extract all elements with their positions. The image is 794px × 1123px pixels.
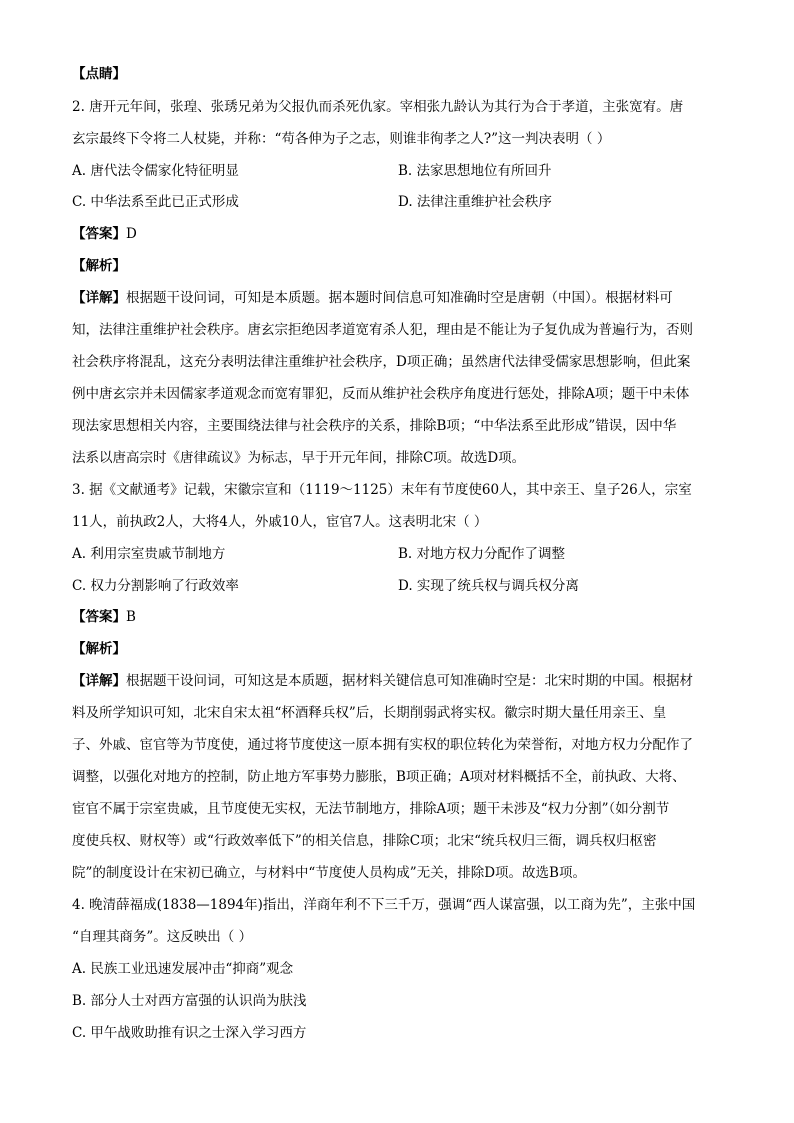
- q2-stem-line2: 玄宗最终下令将二人杖毙，并称：“苟各伸为子之志，则谁非徇孝之人?”这一判决表明（ ）: [72, 131, 611, 147]
- answer-value: D: [126, 226, 137, 242]
- answer-label: 【答案】: [72, 226, 126, 242]
- q3-stem-line2: 11人，前执政2人，大将4人，外戚10人，宦官7人。这表明北宋（ ）: [72, 514, 488, 530]
- q3-detail-line1: 【详解】根据题干设问词，可知这是本质题，据材料关键信息可知准确时空是：北宋时期的中国。根据材: [72, 673, 693, 689]
- q3-option-d: D. 实现了统兵权与调兵权分离: [398, 578, 579, 594]
- answer-value: B: [126, 609, 136, 625]
- q2-detail-line6: 法系以唐高宗时《唐律疏议》为标志，早于开元年间，排除C项。故选D项。: [72, 450, 526, 466]
- q3-stem-line1: 3. 据《文献通考》记载，宋徽宗宣和（1119～1125）末年有节度使60人，其中亲王、皇子26人，宗室: [72, 482, 692, 498]
- q3-option-b: B. 对地方权力分配作了调整: [398, 546, 566, 562]
- q2-analysis-label: 【解析】: [72, 258, 126, 274]
- q2-option-b: B. 法家思想地位有所回升: [398, 163, 552, 179]
- q3-detail-line6: 度使兵权、财权等）或“行政效率低下”的相关信息，排除C项；北宋“统兵权归三衙，调兵权归枢密: [72, 833, 657, 849]
- q4-option-b: B. 部分人士对西方富强的认识尚为肤浅: [72, 993, 307, 1009]
- q3-analysis-label: 【解析】: [72, 641, 126, 657]
- q2-option-d: D. 法律注重维护社会秩序: [398, 194, 552, 210]
- q2-option-a: A. 唐代法令儒家化特征明显: [72, 163, 239, 179]
- q3-option-c: C. 权力分割影响了行政效率: [72, 578, 239, 594]
- dianjing-label: 【点睛】: [72, 66, 126, 82]
- q4-stem-line2: “自理其商务”。这反映出（ ）: [72, 929, 253, 945]
- q3-option-a: A. 利用宗室贵戚节制地方: [72, 546, 226, 562]
- answer-label: 【答案】: [72, 609, 126, 625]
- q2-detail-line3: 社会秩序将混乱，这充分表明法律注重维护社会秩序，D项正确；虽然唐代法律受儒家思想影响，但此案: [72, 354, 691, 370]
- q3-detail-line7: 院”的制度设计在宋初已确立，与材料中“节度使人员构成”无关，排除D项。故选B项。: [72, 865, 586, 881]
- q3-detail-line3: 子、外戚、宦官等为节度使，通过将节度使这一原本拥有实权的职位转化为荣誉衔，对地方权力分配作了: [72, 737, 693, 753]
- q2-detail-line4: 例中唐玄宗并未因儒家孝道观念而宽宥罪犯，反而从维护社会秩序角度进行惩处，排除A项；题干中未体: [72, 386, 690, 402]
- q2-detail-line5: 现法家思想相关内容，主要围绕法律与社会秩序的关系，排除B项；“中华法系至此形成”错误，因中华: [72, 418, 677, 434]
- q3-detail-line2: 料及所学知识可知，北宋自宋太祖“杯酒释兵权”后，长期削弱武将实权。徽宗时期大量任用亲王、皇: [72, 705, 667, 721]
- q3-detail-line5: 宦官不属于宗室贵戚，且节度使无实权，无法节制地方，排除A项；题干未涉及“权力分割”（如分割节: [72, 801, 670, 817]
- q3-detail-line4: 调整，以强化对地方的控制，防止地方军事势力膨胀，B项正确；A项对材料概括不全，前执政、大将、: [72, 769, 686, 785]
- q2-detail-line1: 【详解】根据题干设问词，可知是本质题。据本题时间信息可知准确时空是唐朝（中国）。根据材料可: [72, 290, 673, 306]
- q2-detail-line2: 知，法律注重维护社会秩序。唐玄宗拒绝因孝道宽宥杀人犯，理由是不能让为子复仇成为普遍行为，否则: [72, 322, 693, 338]
- detail-label: 【详解】: [72, 673, 126, 689]
- q4-stem-line1: 4. 晚清薛福成(1838—1894年)指出，洋商年利不下三千万，强调“西人谋富强，以工商为先”，主张中国: [72, 897, 696, 913]
- q3-answer: [72, 607, 136, 627]
- q2-answer: [72, 224, 137, 244]
- q4-option-c: C. 甲午战败助推有识之士深入学习西方: [72, 1025, 307, 1041]
- q2-option-c: C. 中华法系至此已正式形成: [72, 194, 239, 210]
- q2-stem-line1: 2. 唐开元年间，张瑝、张琇兄弟为父报仇而杀死仇家。宰相张九龄认为其行为合于孝道，主张宽宥。唐: [72, 99, 684, 115]
- detail-label: 【详解】: [72, 290, 126, 306]
- q4-option-a: A. 民族工业迅速发展冲击“抑商”观念: [72, 961, 294, 977]
